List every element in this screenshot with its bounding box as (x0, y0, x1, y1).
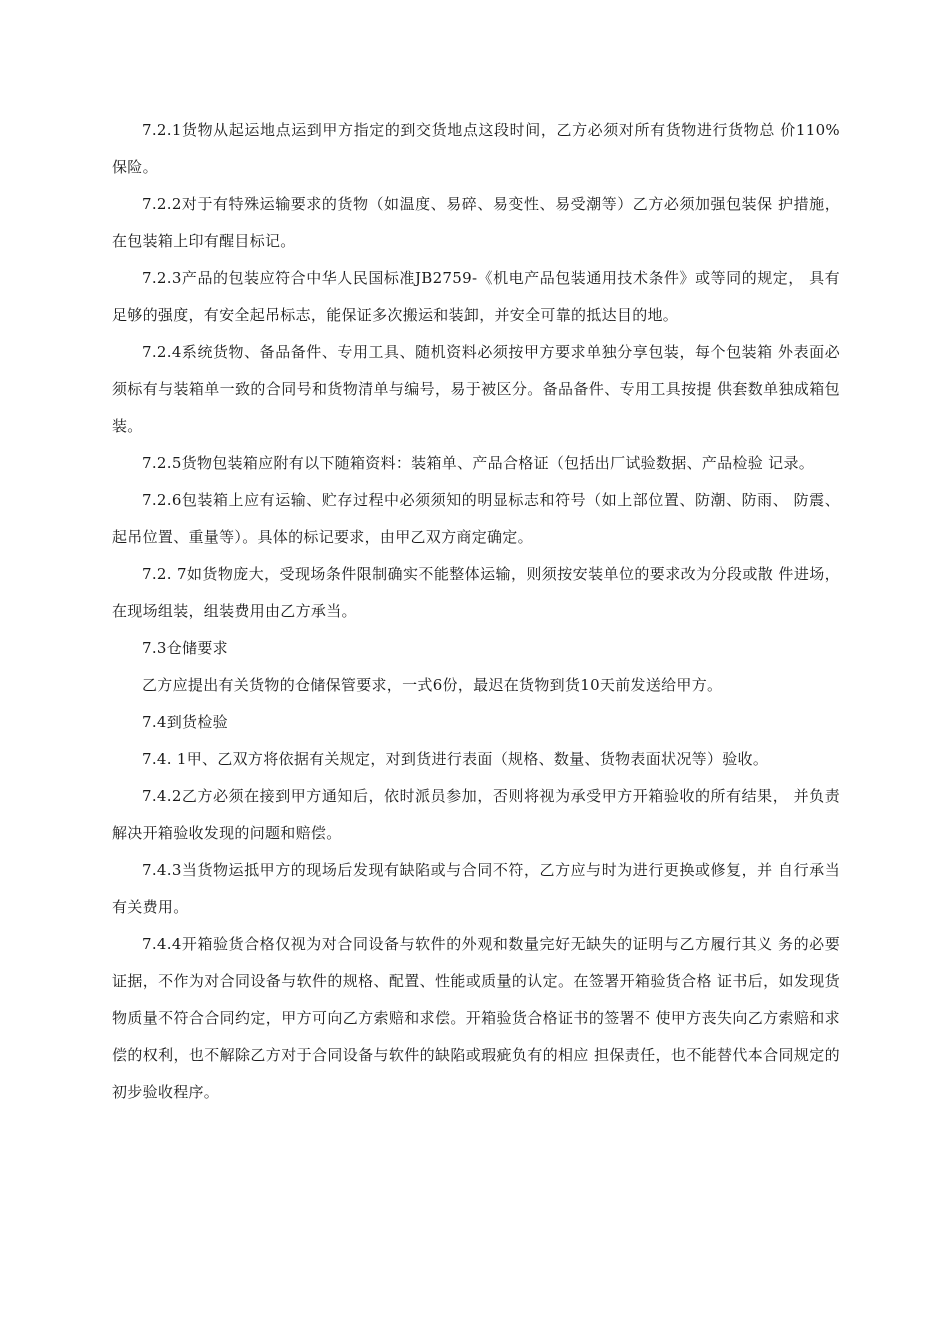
clause-7-2-2: 7.2.2对于有特殊运输要求的货物（如温度、易碎、易变性、易受潮等）乙方必须加强包装保 护措施，在包装箱上印有醒目标记。 (112, 195, 840, 250)
clause-7-4-2: 7.4.2乙方必须在接到甲方通知后，依时派员参加，否则将视为承受甲方开箱验收的所有结果， 并负责解决开箱验收发现的问题和赔偿。 (112, 787, 840, 842)
clause-7-4-3: 7.4.3当货物运抵甲方的现场后发现有缺陷或与合同不符，乙方应与时为进行更换或修复，并 自行承当有关费用。 (112, 861, 840, 916)
clause-7-3-body: 乙方应提出有关货物的仓储保管要求，一式6份，最迟在货物到货10天前发送给甲方。 (142, 676, 723, 694)
document-body (112, 112, 840, 1111)
section-heading-7-3: 7.3仓储要求 (142, 639, 228, 657)
clause-7-2-3: 7.2.3产品的包装应符合中华人民国标准JB2759-《机电产品包装通用技术条件》或等同的规定， 具有足够的强度，有安全起吊标志，能保证多次搬运和装卸，并安全可靠的抵达目的地。 (112, 269, 840, 324)
clause-7-2-7: 7.2. 7如货物庞大，受现场条件限制确实不能整体运输，则须按安装单位的要求改为分段或散 件进场，在现场组装，组装费用由乙方承当。 (112, 565, 840, 620)
clause-7-2-5: 7.2.5货物包装箱应附有以下随箱资料：装箱单、产品合格证（包括出厂试验数据、产品检验 记录。 (142, 454, 815, 472)
clause-7-2-4: 7.2.4系统货物、备品备件、专用工具、随机资料必须按甲方要求单独分享包装，每个包装箱 外表面必须标有与装箱单一致的合同号和货物清单与编号，易于被区分。备品备件、专用工具按提 供套数单独成箱包装。 (112, 343, 840, 435)
clause-7-4-4: 7.4.4开箱验货合格仅视为对合同设备与软件的外观和数量完好无缺失的证明与乙方履行其义 务的必要证据，不作为对合同设备与软件的规格、配置、性能或质量的认定。在签署开箱验货合格 证书后，如发现货物质量不符合合同约定，甲方可向乙方索赔和求偿。开箱验货合格证书的签署不 使甲方丧失向乙方索赔和求偿的权利，也不解除乙方对于合同设备与软件的缺陷或瑕疵负有的相应 担保责任，也不能替代本合同规定的初步验收程序。 (112, 935, 840, 1101)
section-heading-7-4: 7.4到货检验 (142, 713, 228, 731)
clause-7-2-6: 7.2.6包装箱上应有运输、贮存过程中必须须知的明显标志和符号（如上部位置、防潮、防雨、 防震、起吊位置、重量等）。具体的标记要求，由甲乙双方商定确定。 (112, 491, 840, 546)
clause-7-2-1: 7.2.1货物从起运地点运到甲方指定的到交货地点这段时间，乙方必须对所有货物进行货物总 价110%保险。 (112, 121, 840, 176)
clause-7-4-1: 7.4. 1甲、乙双方将依据有关规定，对到货进行表面（规格、数量、货物表面状况等）验收。 (142, 750, 769, 768)
